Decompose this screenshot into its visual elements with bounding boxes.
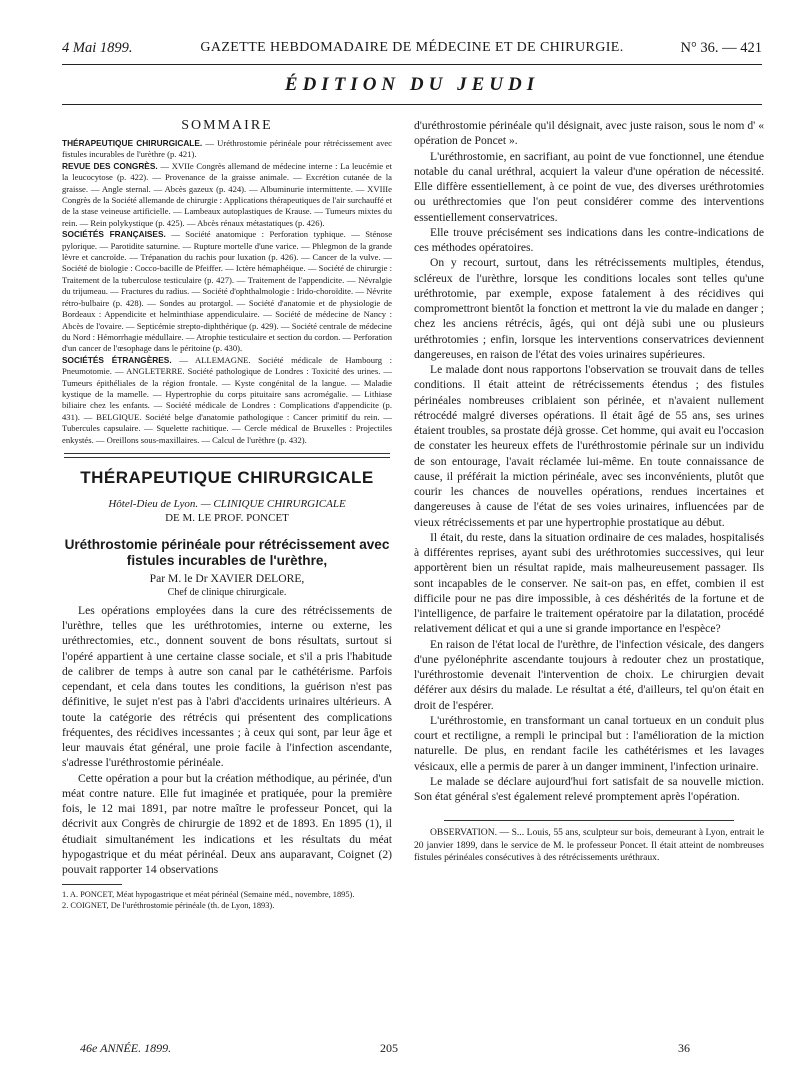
body-paragraph: Les opérations employées dans la cure des rétrécissements de l'urèthre, telles que les uréthrotomies, interne ou externe, les uréthrectomies, etc., donnent souvent de bons résultats, surtout si l'opéré appartient à une certaine classe sociale, et s'il a pris l'habitude de calibrer de temps à autre son canal par le cathétérisme. Parfois cependant, et cela dans toutes les conditions, la guérison n'est pas définitive, le sujet n'est pas à l'abri d'accidents urinaires ultérieurs. A toute la catégorie des rétrécis qui présentent des complications fréquentes, des récidives incessantes ; à ceux qui sont, par leur âge et leur mauvais état général, une proie facile à l'infection ascendante, s'adresse l'uréthrostomie périnéale. <box>62 603 392 770</box>
header-rule <box>62 64 762 65</box>
edition-banner: ÉDITION DU JEUDI <box>284 74 540 95</box>
sommaire-rule <box>64 457 390 458</box>
sommaire-entry <box>62 138 392 161</box>
footnote-rule <box>62 884 122 885</box>
sommaire-entry-text: — ALLEMAGNE. Société médicale de Hambourg : Pneumotomie. — ANGLETERRE. Société pathologique de Londres : Toxicité des urines. — Tumeurs épithéliales de la région frontale. — Kyste congénital de la langue. — Maladie kystique de la mamelle. — Hypertrophie du corps pituitaire sans acromégalie. — Lithiase biliaire chez les enfants. — Société médicale de Londres : Complications d'appendicite (p. 431). — BELGIQUE. Société belge d'anatomie pathologique : Cancer primitif du rein. — Tubercules capsulaire. — Squelette rachitique. — Cercle médical de Bruxelles : Projectiles enkystés. — Oreillons sous-maxillaires. — Calcul de l'urèthre (p. 432). <box>62 354 392 445</box>
body-paragraph: Le malade dont nous rapportons l'observation se trouvait dans de telles conditions. Il était atteint de rétrécissements étendus ; des fistules périnéales nombreuses criblaient son périnée, et n'avaient nullement rétrocédé malgré diverses opérations. Il était âgé de 55 ans, ses urines étaient troubles, sa prostate déjà grosse. Cet homme, qui avait eu l'occasion de constater les heureux effets de l'uréthrostomie périnale sur un individu de son entourage, l'avait réclamée lui-même. En toute connaissance de cause, il préférait la miction périnéale, avec ses inconvénients, plutôt que courir les chances de nouvelles opérations, rendues incertaines et dangereuses à cause de l'état de ses voies urinaires, influencées par de vieux rétrécissements et par une hypertrophie prostatique au début. <box>414 363 764 529</box>
author-role: Chef de clinique chirurgicale. <box>167 586 287 598</box>
running-head <box>62 40 762 60</box>
sommaire-entry <box>62 161 392 229</box>
sommaire-entry-head: SOCIÉTÉS ÉTRANGÈRES. <box>62 354 172 365</box>
body-paragraph: En raison de l'état local de l'urèthre, de l'infection vésicale, des dangers d'une pyélonéphrite ascendante toujours à redouter chez un prostatique, l'uréthrostomie devenait l'intervention de choix. Le chirurgien devait déférer aux désirs du malade. Le résultat a été, d'ailleurs, tel qu'on était en droit de l'espérer. <box>414 637 764 712</box>
sommaire-rule <box>64 453 390 454</box>
body-paragraph: On y recourt, surtout, dans les rétrécissements multiples, étendus, scléreux de l'urèthre, lorsque les conditions locales sont telles qu'une uréthrotomie, par exemple, expose fatalement à des récidives qui compromettront bientôt la fonction et mettront la vie du malade en danger ; chez les anciens rétrécis, âgés, qui ont déjà subi une ou plusieurs uréthrotomies ; enfin, lorsque les interventions conservatrices deviennent dangereuses, en raison de l'état des voies urinaires supérieures. <box>414 256 764 361</box>
clinique-line: DE M. LE PROF. PONCET <box>165 511 289 524</box>
section-title: THÉRAPEUTIQUE CHIRURGICALE <box>80 467 374 487</box>
issue-number: 36 <box>678 1041 690 1055</box>
right-column <box>414 118 764 865</box>
sommaire-entry-head: THÉRAPEUTIQUE CHIRURGICALE. <box>62 138 203 148</box>
footnote: 1. A. PONCET, Méat hypogastrique et méat périnéal (Semaine méd., novembre, 1895). <box>62 890 355 900</box>
sommaire-entry-text: — Uréthrostomie périnéale pour rétrécissement avec fistules incurables de l'urèthre (p. 421). <box>62 138 392 160</box>
sommaire-entry <box>62 229 392 354</box>
observation-rule <box>444 820 734 821</box>
sommaire-title: SOMMAIRE <box>181 118 273 133</box>
issue-date: 4 Mai 1899. <box>62 40 133 56</box>
folio-number: 205 <box>380 1041 398 1055</box>
footnote: 2. COIGNET, De l'uréthrostomie périnéale (th. de Lyon, 1893). <box>62 901 275 911</box>
body-paragraph: Elle trouve précisément ses indications dans les contre-indications de ces méthodes opératoires. <box>414 225 764 254</box>
observation-paragraph: OBSERVATION. — S... Louis, 55 ans, sculpteur sur bois, demeurant à Lyon, entrait le 20 janvier 1899, dans le service de M. le professeur Poncet. Il était atteint de nombreuses fistules périnéales consécutives à des rétrécissements uréthraux. <box>414 827 764 864</box>
sommaire-entry <box>62 355 392 446</box>
body-paragraph: L'uréthrostomie, en transformant un canal tortueux en un conduit plus court et rectiligne, a rempli le principal but : l'amélioration de la miction naturelle. De plus, en rendant facile les cathétérismes et les lavages vésicaux, elle a permis de parer à un danger imminent, l'infection urinaire. <box>414 713 764 773</box>
author-byline: Par M. le Dr XAVIER DELORE, <box>149 571 305 585</box>
body-paragraph: Le malade se déclare aujourd'hui fort satisfait de sa nouvelle miction. Son état général s'est également relevé promptement après l'opération. <box>414 774 764 803</box>
issue-page-number: N° 36. — 421 <box>680 40 762 56</box>
sommaire-entry-head: SOCIÉTÉS FRANÇAISES. <box>62 229 166 240</box>
edition-rule <box>62 104 762 105</box>
sommaire-entry-text: — XVIIe Congrès allemand de médecine interne : La leucémie et la leucocytose (p. 422). — Provenance de la graisse animale. — Excrétion cutanée de la graisse. — Angle sternal. — Abcès gazeux (p. 424). — Albuminurie intermittente. — XVIIIe Congrès de la Société allemande de chirurgie : Applications thérapeutiques de l'air surchauffé et de la stase veineuse artificielle. — Lambeaux autoplastiques de Krause. — Tumeurs mixtes du rein. — Rein polykystique (p. 425). — Abcès rénaux métastatiques (p. 426). <box>62 160 392 228</box>
body-paragraph: Il était, du reste, dans la situation ordinaire de ces malades, hospitalisés à différentes reprises, ayant subi des uréthrotomies successives, qui leur apportèrent bien un résultat rapide, mais malheureusement passager. Ils sont incapables de le conserver. Ne sait-on pas, en effet, combien il est difficile pour ne pas dire impossible, à ces déshérités de la fortune et de l'intelligence, de parfaire le traitement opératoire par la dilatation, procédé relativement délicat et qui a une si grande importance en l'espèce? <box>414 530 764 636</box>
sommaire-entry-text: — Société anatomique : Perforation typhique. — Sténose pylorique. — Parotidite saturnine. — Rupture mortelle d'une varice. — Phlegmon de la grande lèvre et cancroïde. — Trépanation du rachis pour luxation (p. 426). — Cancer de la vulve. — Société de biologie : Cocco-bacille de Pfeiffer. — Ictère hémaphéique. — Société de chirurgie : Traitement de la tuberculose testiculaire (p. 427). — Traitement de l'appendicite. — Névralgie du trijumeau. — Fractures du radius. — Société d'ophthalmologie : Irido-choroïdite. — Névrite rétro-bulbaire (p. 428). — Sondes au protargol. — Société d'anatomie et de physiologie de Bordeaux : Appendicite et helminthiase appendiculaire. — Société de médecine de Nancy : Abcès de l'ovaire. — Septicémie strepto-diphthérique (p. 429). — Société centrale de médecine du Nord : Hémorrhagie médullaire. — Atrophie testiculaire et section du cordon. — Perforation d'un cancer de l'œsophage dans le péritoine (p. 430). <box>62 229 393 354</box>
journal-title: GAZETTE HEBDOMADAIRE DE MÉDECINE ET DE CHIRURGIE. <box>200 40 624 55</box>
sommaire-entry-head: REVUE DES CONGRÈS. <box>62 160 158 171</box>
body-paragraph: L'uréthrostomie, en sacrifiant, au point de vue fonctionnel, une étendue notable du canal uréthral, acquiert la valeur d'une opération de nécessité. Elle diffère essentiellement, à ce point de vue, des diverses uréthrotomies ou uréthrectomies que l'on peut considérer comme des interventions essentiellement conservatrices. <box>414 149 764 224</box>
volume-year: 46e ANNÉE. 1899. <box>80 1041 172 1055</box>
left-column <box>62 118 392 911</box>
article-title: Uréthrostomie périnéale pour rétrécissement avec fistules incurables de l'urèthre, <box>64 536 390 568</box>
clinique-line: Hôtel-Dieu de Lyon. — CLINIQUE CHIRURGICALE <box>108 497 346 510</box>
body-paragraph: d'uréthrostomie périnéale qu'il désignait, avec juste raison, sous le nom d' « opération de Poncet ». <box>414 119 764 148</box>
body-paragraph: Cette opération a pour but la création méthodique, au périnée, d'un méat contre nature. Elle fut imaginée et pratiquée, pour la première fois, le 12 mai 1891, par notre maître le professeur Poncet, qui la décrivit aux Congrès de chirurgie de 1892 et de 1893. En 1895 (1), il étudiait simultanément les indications et les résultats du méat hypogastrique et du méat périnéal. Deux ans auparavant, Coignet (2) pouvait rapporter 14 observations <box>62 771 392 877</box>
